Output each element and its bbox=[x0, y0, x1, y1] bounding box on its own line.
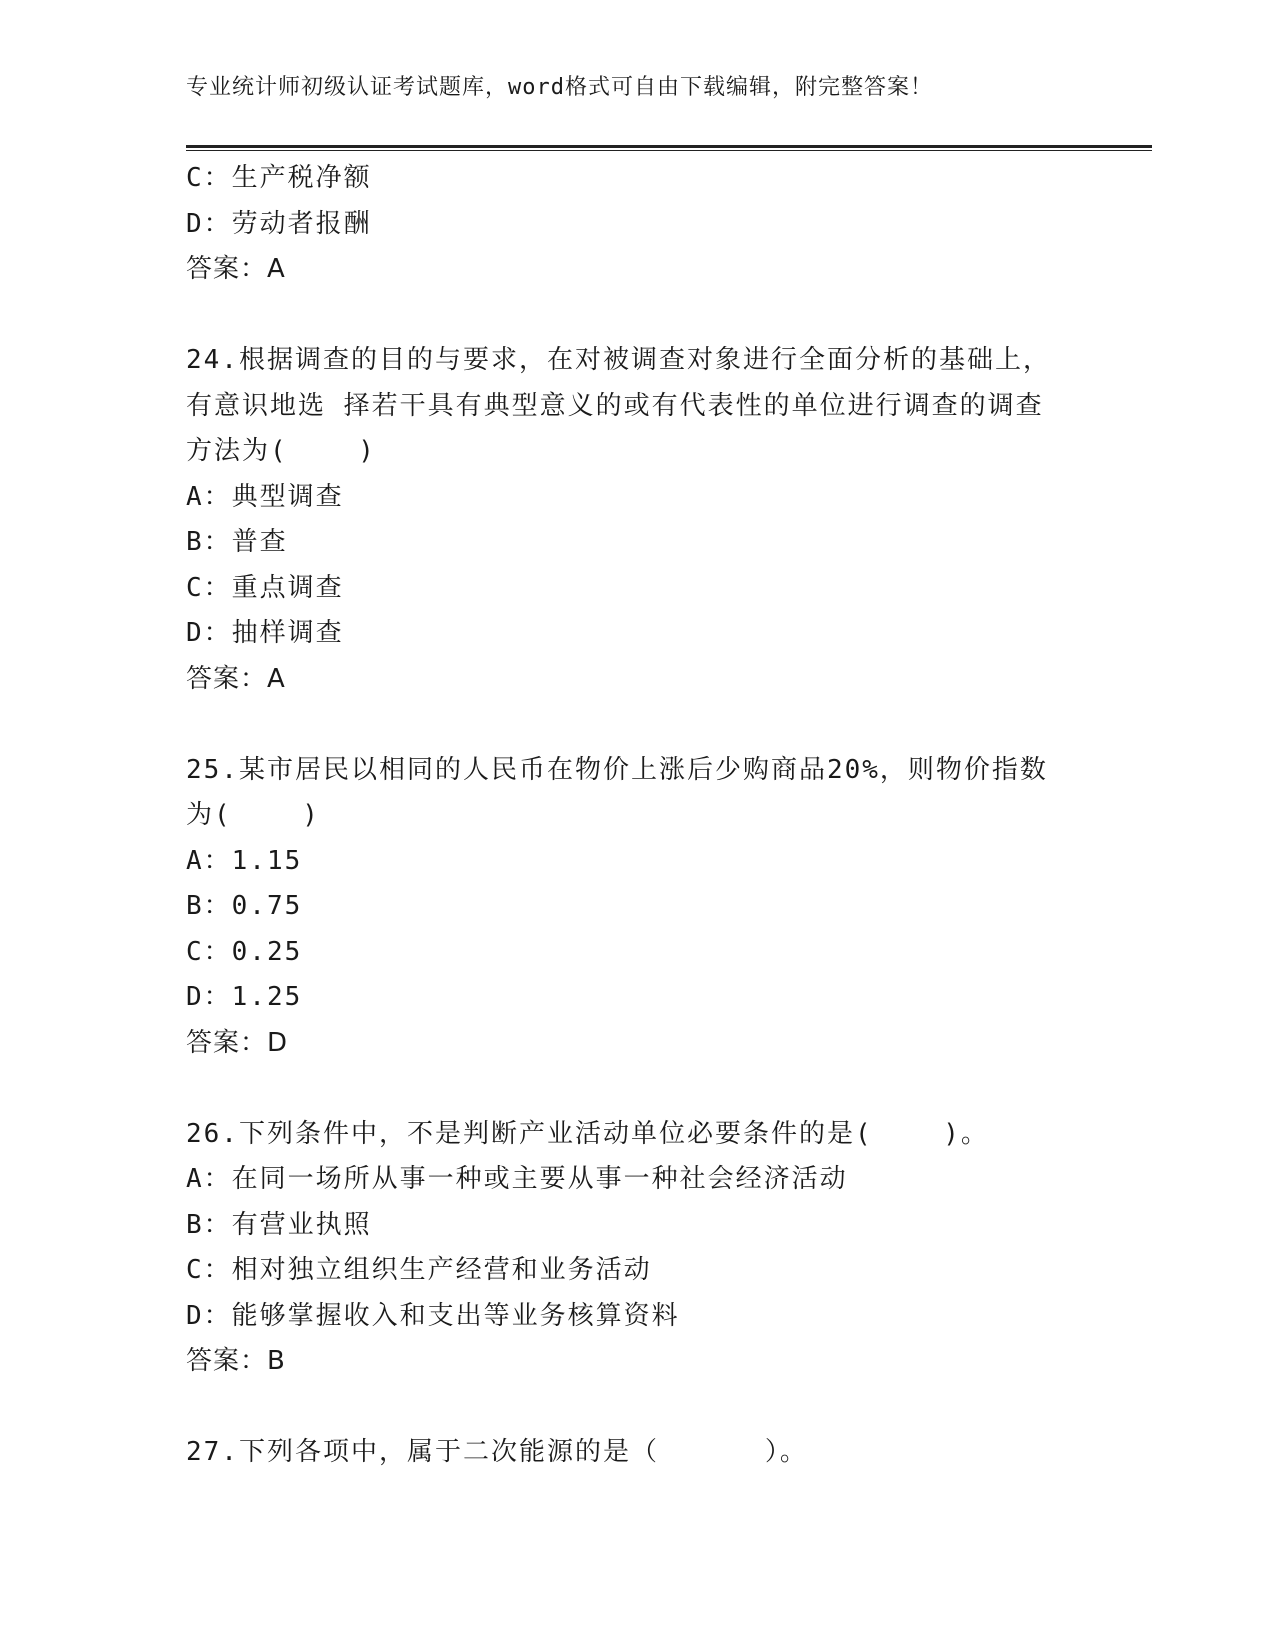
option-line: A：在同一场所从事一种或主要从事一种社会经济活动 bbox=[186, 1164, 848, 1194]
question-stem: 27.下列各项中，属于二次能源的是（ ）。 bbox=[186, 1437, 808, 1467]
answer-line: 答案：A bbox=[186, 254, 286, 284]
option-line: B：有营业执照 bbox=[186, 1209, 372, 1240]
option-line: C：相对独立组织生产经营和业务活动 bbox=[186, 1255, 652, 1285]
option-line: A：典型调查 bbox=[186, 481, 344, 512]
question-stem: 25.某市居民以相同的人民币在物价上涨后少购商品20%，则物价指数 bbox=[186, 754, 1048, 785]
option-line: C：生产税净额 bbox=[186, 163, 372, 193]
header-rule-thin bbox=[186, 150, 1152, 151]
answer-line: 答案：A bbox=[186, 663, 286, 694]
question-stem: 24.根据调查的目的与要求，在对被调查对象进行全面分析的基础上， bbox=[186, 345, 1051, 375]
option-line: D：劳动者报酬 bbox=[186, 208, 372, 239]
question-stem: 有意识地选 择若干具有典型意义的或有代表性的单位进行调查的调查 bbox=[186, 390, 1044, 421]
question-stem: 为( ) bbox=[186, 800, 320, 830]
option-line: C：0.25 bbox=[186, 936, 303, 967]
answer-line: 答案：D bbox=[186, 1027, 289, 1058]
option-line: B：普查 bbox=[186, 527, 288, 557]
page-header: 专业统计师初级认证考试题库，word格式可自由下载编辑，附完整答案！ bbox=[186, 75, 933, 100]
option-line: A：1.15 bbox=[186, 845, 303, 876]
option-line: D：抽样调查 bbox=[186, 618, 344, 648]
option-line: B：0.75 bbox=[186, 891, 303, 921]
question-stem: 26.下列条件中，不是判断产业活动单位必要条件的是( )。 bbox=[186, 1118, 989, 1149]
header-rule-thick bbox=[186, 145, 1152, 148]
option-line: D：1.25 bbox=[186, 982, 303, 1012]
question-list bbox=[186, 156, 1106, 1476]
option-line: C：重点调查 bbox=[186, 572, 344, 603]
option-line: D：能够掌握收入和支出等业务核算资料 bbox=[186, 1300, 680, 1331]
answer-line: 答案：B bbox=[186, 1346, 286, 1376]
question-stem: 方法为( ) bbox=[186, 436, 376, 466]
